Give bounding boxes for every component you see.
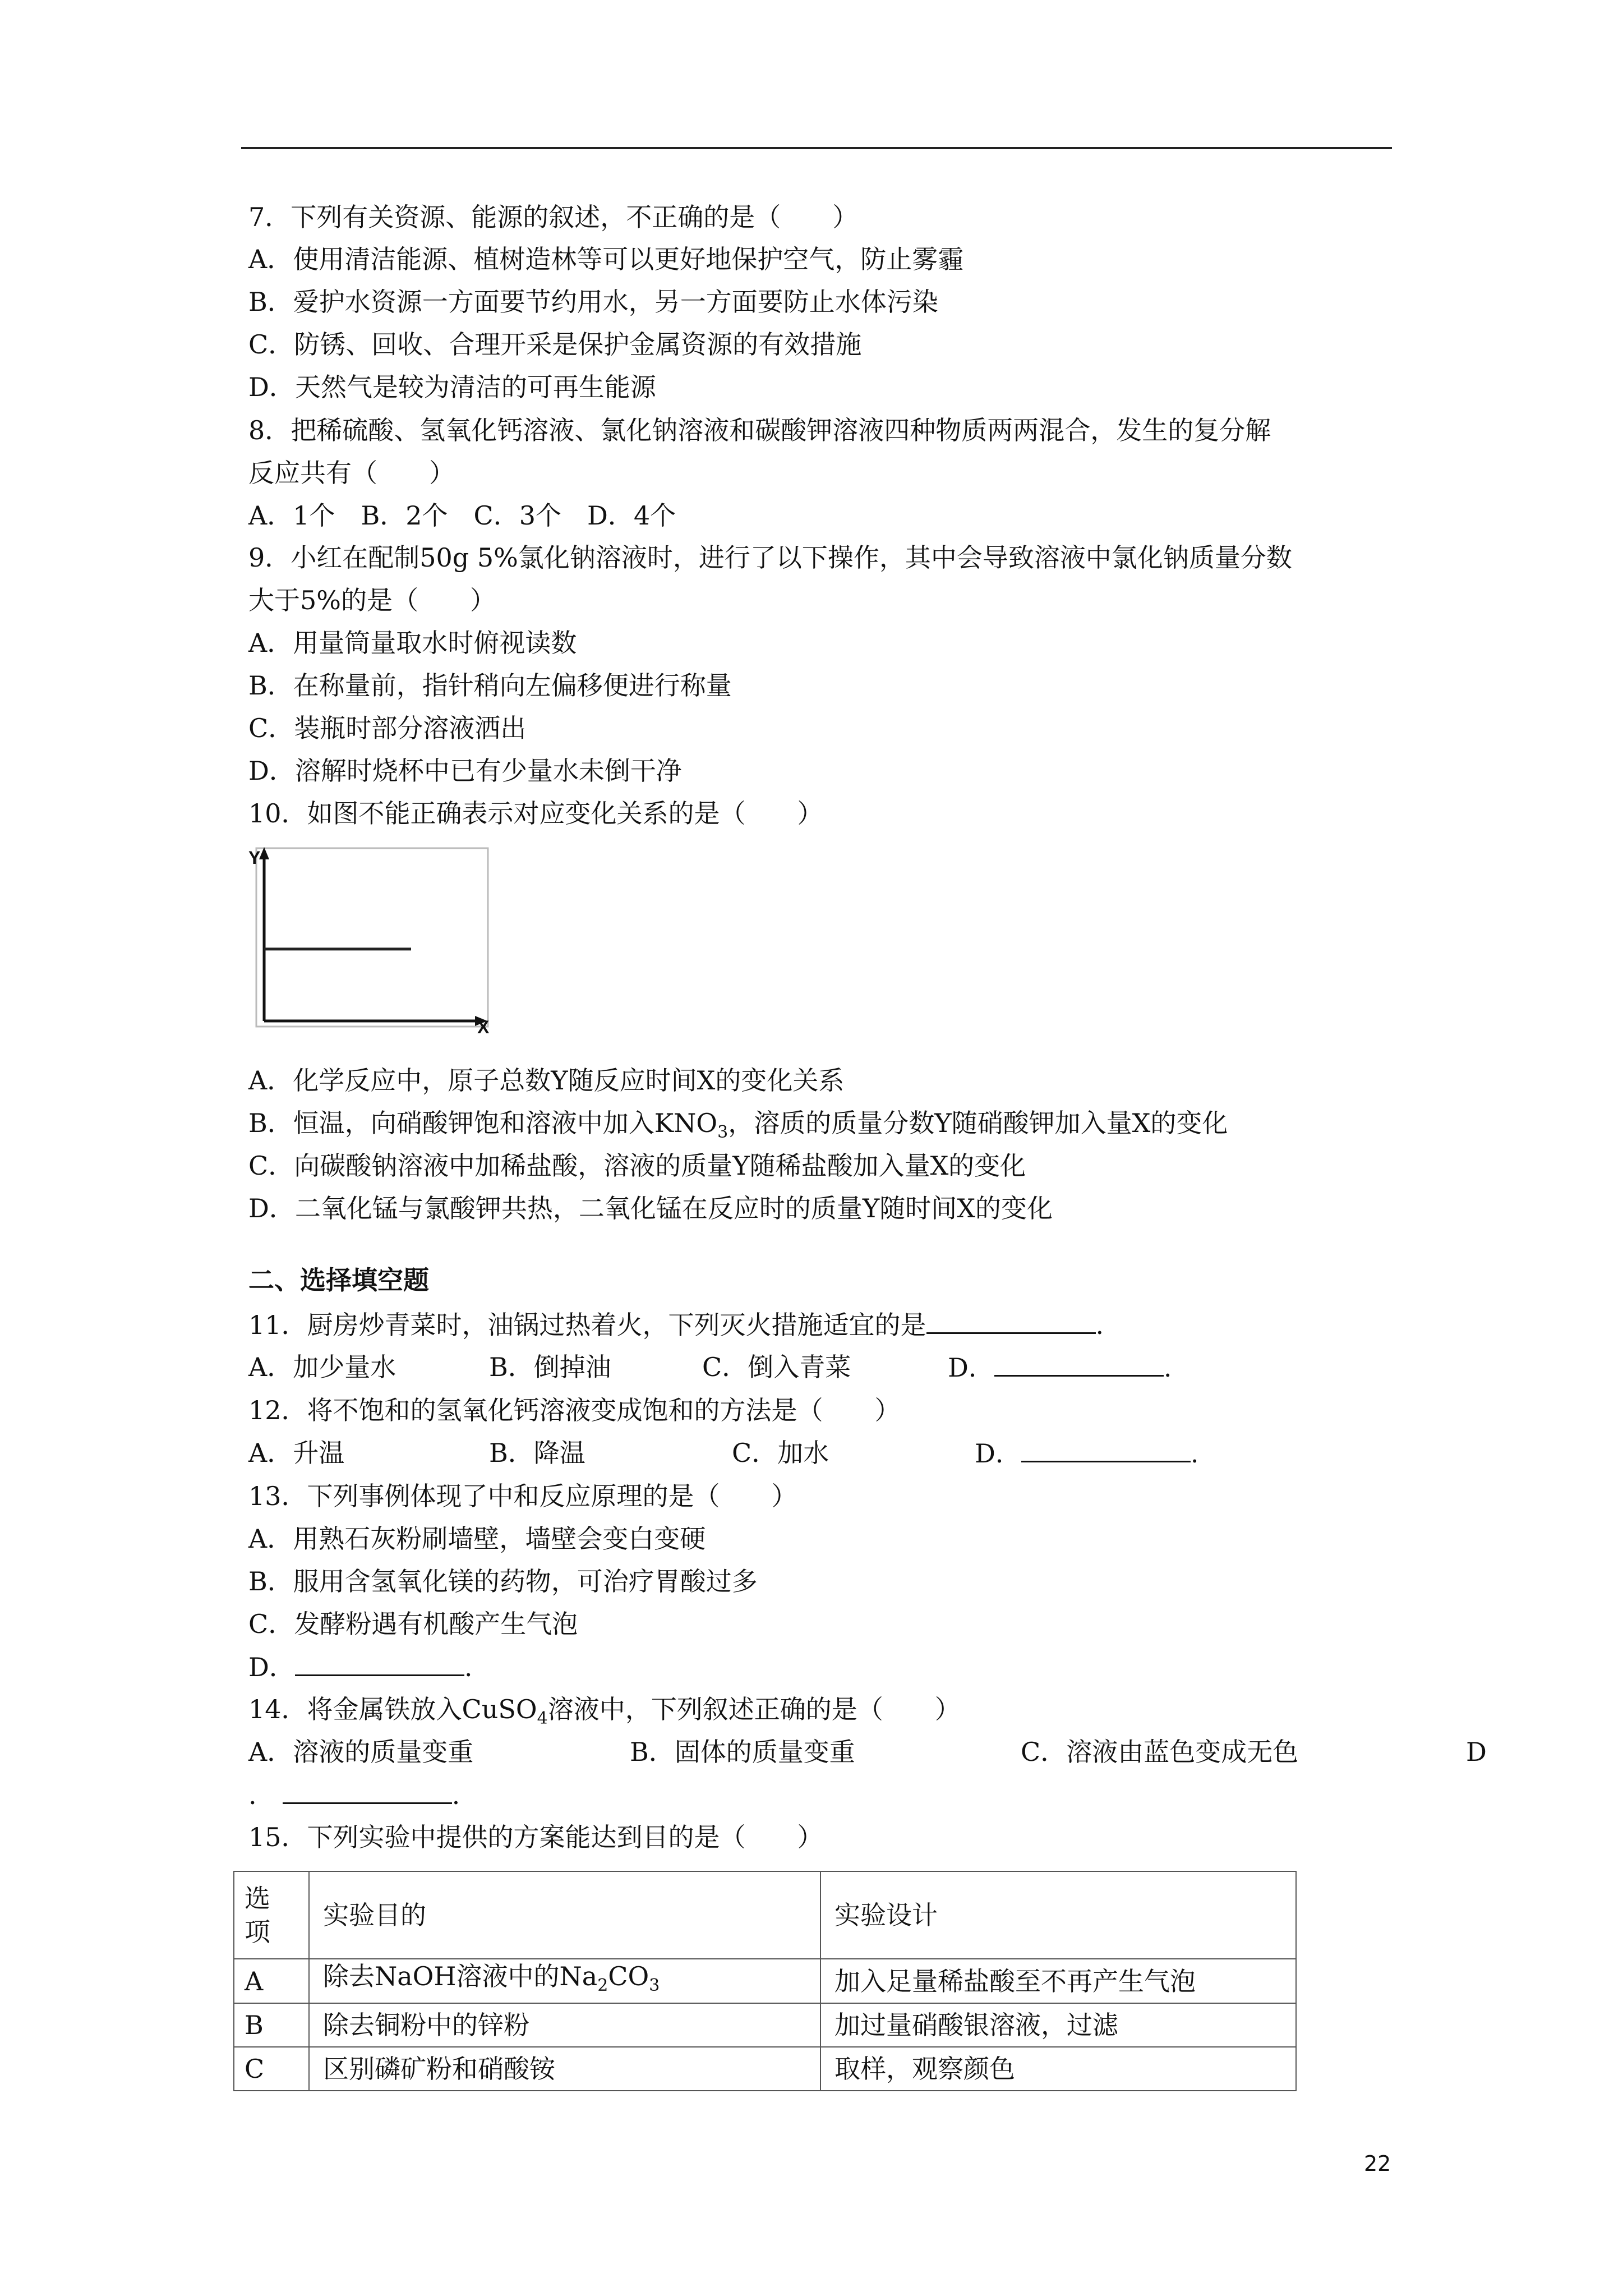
q14-option-d-blank[interactable]	[283, 1778, 452, 1804]
q14-option-c: C．溶液由蓝色变成无色	[1021, 1737, 1299, 1767]
q10-stem: 10．如图不能正确表示对应变化关系的是（ ）	[248, 798, 823, 829]
chart-frame	[256, 848, 488, 1027]
q11-answer-blank[interactable]	[926, 1308, 1096, 1334]
q11-option-d: D． .	[948, 1350, 1172, 1384]
header-design-cell: 实验设计	[820, 1871, 1296, 1959]
q8-stem-line1: 8．把稀硫酸、氢氧化钙溶液、氯化钠溶液和碳酸钾溶液四种物质两两混合，发生的复分解	[248, 415, 1271, 445]
row-option-cell: A	[234, 1959, 309, 2003]
q9-option-c: C．装瓶时部分溶液洒出	[248, 713, 527, 743]
q14-option-d: D	[1466, 1737, 1487, 1767]
q11-option-b: B．倒掉油	[489, 1352, 611, 1382]
table-row	[234, 1959, 1296, 2003]
q7-option-b: B．爱护水资源一方面要节约用水，另一方面要防止水体污染	[248, 287, 938, 317]
q8-stem-line2: 反应共有（ ）	[248, 458, 455, 488]
q7-stem: 7．下列有关资源、能源的叙述，不正确的是（ ）	[248, 202, 859, 232]
row-option-cell: B	[234, 2003, 309, 2047]
experiment-table	[233, 1871, 1297, 2091]
q8-options: A．1个 B．2个 C．3个 D．4个	[248, 500, 676, 531]
q14-stem: 14．将金属铁放入CuSO$_4$溶液中，下列叙述正确的是（ ）	[248, 1694, 961, 1729]
q7-option-d: D．天然气是较为清洁的可再生能源	[248, 372, 656, 402]
q14-option-a: A．溶液的质量变重	[248, 1737, 474, 1767]
q14-option-b: B．固体的质量变重	[630, 1737, 855, 1767]
q13-option-c: C．发酵粉遇有机酸产生气泡	[248, 1609, 578, 1639]
q10-chart	[248, 840, 495, 1034]
q9-stem-line1: 9．小红在配制50g 5%氯化钠溶液时，进行了以下操作，其中会导致溶液中氯化钠质量分数	[248, 542, 1292, 573]
q12-option-c: C．加水	[732, 1438, 829, 1468]
q12-option-d-blank[interactable]	[1021, 1436, 1191, 1462]
table-row	[234, 2003, 1296, 2047]
q12-stem: 12．将不饱和的氢氧化钙溶液变成饱和的方法是（ ）	[248, 1395, 901, 1425]
q13-option-d: D． .	[248, 1650, 473, 1684]
header-goal-cell: 实验目的	[309, 1871, 820, 1959]
q13-option-a: A．用熟石灰粉刷墙壁，墙壁会变白变硬	[248, 1524, 706, 1554]
q11-option-d-blank[interactable]	[994, 1350, 1164, 1377]
q12-option-b: B．降温	[489, 1438, 585, 1468]
y-axis-label: Y	[248, 848, 261, 868]
row-option-cell: C	[234, 2047, 309, 2091]
q7-option-c: C．防锈、回收、合理开采是保护金属资源的有效措施	[248, 329, 862, 360]
q10-option-a: A．化学反应中，原子总数Y随反应时间X的变化关系	[248, 1065, 845, 1096]
row-goal-cell: 除去NaOH溶液中的$Na_2CO_3$	[309, 1959, 820, 2003]
row-design-cell: 加过量硝酸银溶液，过滤	[820, 2003, 1296, 2047]
row-goal-cell: 区别磷矿粉和硝酸铵	[309, 2047, 820, 2091]
q10-option-b: B．恒温，向硝酸钾饱和溶液中加入$KNO_3$，溶质的质量分数Y随硝酸钾加入量X的变化	[248, 1108, 1228, 1143]
page-number: 22	[1364, 2151, 1391, 2176]
q11-option-a: A．加少量水	[248, 1352, 396, 1382]
q7-option-a: A．使用清洁能源、植树造林等可以更好地保护空气，防止雾霾	[248, 244, 964, 274]
q11-option-c: C．倒入青菜	[702, 1352, 851, 1382]
header-option-cell: 选 项	[234, 1871, 309, 1959]
q11-stem: 11．厨房炒青菜时，油锅过热着火，下列灭火措施适宜的是 .	[248, 1308, 1104, 1342]
row-design-cell: 加入足量稀盐酸至不再产生气泡	[820, 1959, 1296, 2003]
q12-option-a: A．升温	[248, 1438, 345, 1468]
q10-option-c: C．向碳酸钠溶液中加稀盐酸，溶液的质量Y随稀盐酸加入量X的变化	[248, 1151, 1026, 1181]
q10-option-d: D．二氧化锰与氯酸钾共热，二氧化锰在反应时的质量Y随时间X的变化	[248, 1193, 1053, 1223]
table-row	[234, 2047, 1296, 2091]
q12-option-d: D． .	[975, 1436, 1199, 1470]
q13-option-d-blank[interactable]	[295, 1650, 464, 1676]
q9-option-d: D．溶解时烧杯中已有少量水未倒干净	[248, 756, 682, 786]
header-rule	[241, 147, 1392, 149]
q14-option-d-answer: . .	[248, 1778, 460, 1812]
q9-option-b: B．在称量前，指针稍向左偏移便进行称量	[248, 670, 732, 701]
row-design-cell: 取样，观察颜色	[820, 2047, 1296, 2091]
q9-stem-line2: 大于5%的是（ ）	[248, 585, 496, 615]
x-axis-label: X	[477, 1017, 490, 1034]
q13-stem: 13．下列事例体现了中和反应原理的是（ ）	[248, 1481, 797, 1511]
q15-stem: 15．下列实验中提供的方案能达到目的是（ ）	[248, 1822, 823, 1852]
section-title: 二、选择填空题	[248, 1265, 429, 1295]
row-goal-cell: 除去铜粉中的锌粉	[309, 2003, 820, 2047]
table-header-row	[234, 1871, 1296, 1959]
q13-option-b: B．服用含氢氧化镁的药物，可治疗胃酸过多	[248, 1566, 758, 1596]
q9-option-a: A．用量筒量取水时俯视读数	[248, 628, 577, 658]
